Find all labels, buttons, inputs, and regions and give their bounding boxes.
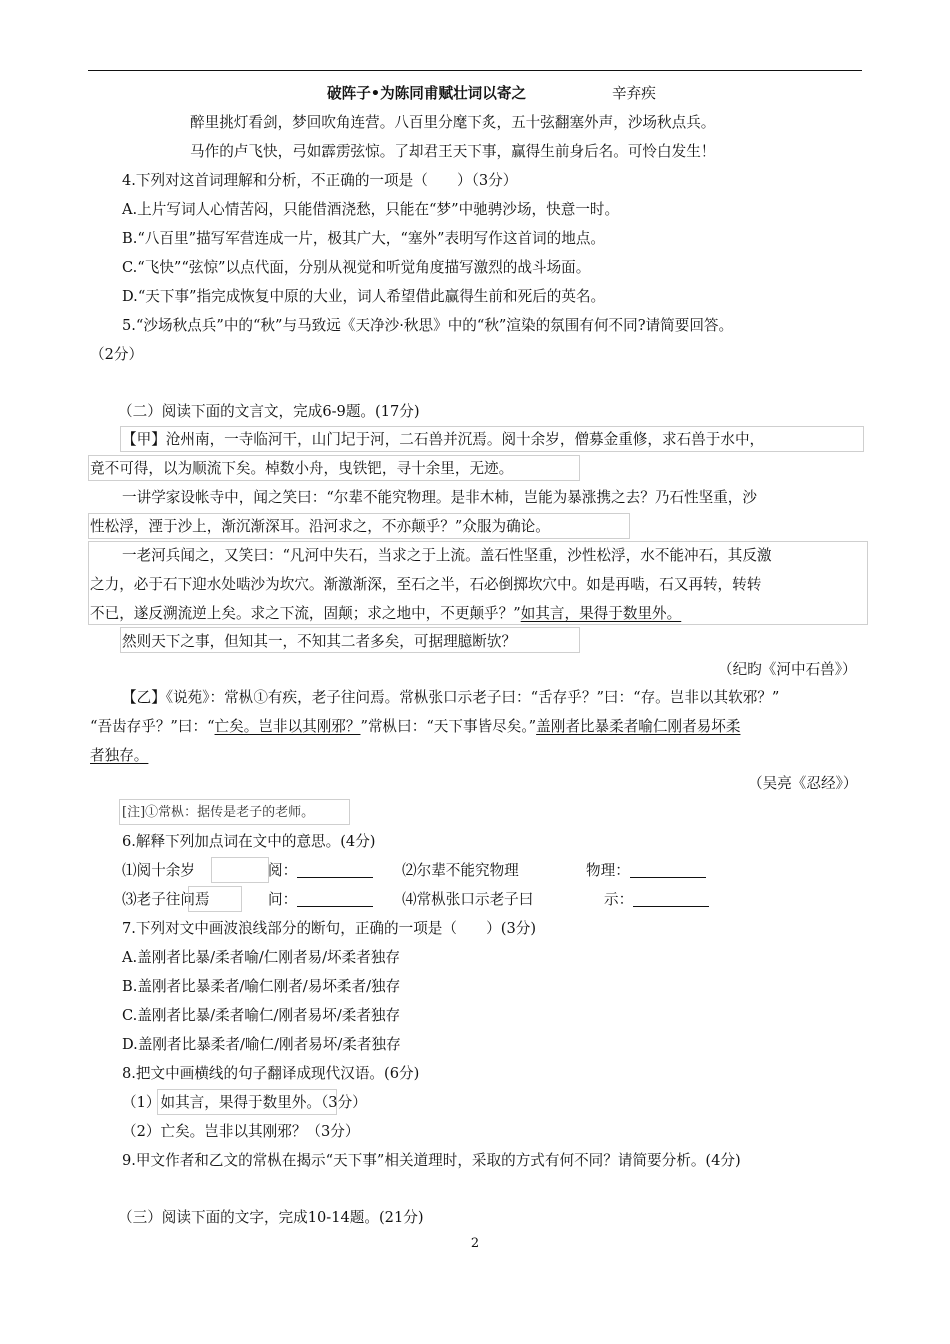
jia-paragraph-2-line-2: 性松浮，湮于沙上，渐沉渐深耳。沿河求之，不亦颠乎？”众服为确论。	[90, 518, 550, 535]
q7-option-b: B.盖刚者比暴柔者/喻仁刚者/易坏柔者/独存	[122, 978, 401, 995]
q8-item-2: （2）亡矣。岂非以其刚邪？（3分）	[122, 1123, 360, 1140]
q6-item-2: ⑵尔辈不能究物理	[402, 862, 519, 879]
q4-option-c: C.“飞快”“弦惊”以点代面，分别从视觉和听觉角度描写激烈的战斗场面。	[122, 259, 591, 276]
annotation-note: [注]①常枞：据传是老子的老师。	[122, 805, 315, 820]
q6-item-1-answer	[268, 861, 373, 881]
q7-option-d: D.盖刚者比暴柔者/喻仁/刚者易坏/柔者独存	[122, 1036, 401, 1053]
q4-option-d: D.“天下事”指完成恢复中原的大业，词人希望借此赢得生前和死后的英名。	[122, 288, 606, 305]
q7-stem: 7.下列对文中画波浪线部分的断句，正确的一项是（ ）(3分)	[122, 920, 537, 937]
section3-heading: （三）阅读下面的文字，完成10-14题。(21分)	[118, 1209, 424, 1226]
header-rule	[88, 70, 862, 71]
underlined-sentence-2: 亡矣。岂非以其刚邪？	[214, 718, 361, 735]
yi-line-2	[90, 717, 740, 737]
poem-title: 破阵子•为陈同甫赋壮词以寄之	[327, 85, 527, 102]
q6-item-3-blank[interactable]	[297, 892, 373, 907]
q4-option-b: B.“八百里”描写军营连成一片，极其广大，“塞外”表明写作这首词的地点。	[122, 230, 606, 247]
q6-item-4-blank[interactable]	[633, 892, 709, 907]
poem-line-1: 醉里挑灯看剑，梦回吹角连营。八百里分麾下炙，五十弦翻塞外声，沙场秋点兵。	[190, 114, 716, 131]
poem-line-2: 马作的卢飞快，弓如霹雳弦惊。了却君王天下事，赢得生前身后名。可怜白发生！	[190, 143, 716, 160]
q4-stem: 4.下列对这首词理解和分析，不正确的一项是（ ）（3分）	[122, 172, 518, 189]
q6-item-2-blank[interactable]	[630, 863, 706, 878]
q9-stem: 9.甲文作者和乙文的常枞在揭示“天下事”相关道理时，采取的方式有何不同？请简要分析。(4分)	[122, 1152, 741, 1169]
jia-paragraph-2-line-1: 一讲学家设帐寺中，闻之笑曰：“尔辈不能究物理。是非木杮，岂能为暴涨携之去？乃石性坚重，沙	[122, 489, 757, 506]
jia-paragraph-4: 然则天下之事，但知其一，不知其二者多矣，可据理臆断欤？	[122, 633, 517, 650]
q8-item-1: （1）如其言，果得于数里外。（3分）	[122, 1094, 367, 1111]
section2-heading: （二）阅读下面的文言文，完成6-9题。(17分)	[118, 403, 420, 420]
q6-item-1-key: 阅：	[268, 862, 298, 879]
q4-option-a: A.上片写词人心情苦闷，只能借酒浇愁，只能在“梦”中驰骋沙场，快意一时。	[122, 201, 620, 218]
jia-paragraph-1-line-1: 【甲】沧州南，一寺临河干，山门圮于河，二石兽并沉焉。阅十余岁，僧募金重修，求石兽于水中，	[122, 431, 765, 448]
page-number: 2	[470, 1236, 480, 1251]
q6-item-4-key: 示：	[604, 891, 634, 908]
yi-line-1: 【乙】《说苑》：常枞①有疾，老子往问焉。常枞张口示老子曰：“舌存乎？”曰：“存。岂非以其软邪？”	[122, 689, 780, 706]
jia-paragraph-3-line-3	[90, 604, 681, 624]
q6-item-1-blank[interactable]	[297, 863, 373, 878]
yi-line-3	[90, 746, 148, 766]
poem-author: 辛弃疾	[612, 85, 656, 102]
jia-paragraph-3-line-2: 之力，必于石下迎水处啮沙为坎穴。渐激渐深，至石之半，石必倒掷坎穴中。如是再啮，石又再转，转转	[90, 576, 762, 593]
q6-item-3: ⑶老子往问焉	[122, 891, 210, 908]
q5-stem: 5.“沙场秋点兵”中的“秋”与马致远《天净沙·秋思》中的“秋”渲染的氛围有何不同?请简要回答。	[122, 317, 734, 334]
q6-item-3-answer	[268, 890, 373, 910]
yi-line-2-text-a: “吾齿存乎？”曰：“	[90, 718, 215, 735]
wavy-line-passage: 盖刚者比暴柔者喻仁刚者易坏柔	[536, 718, 741, 735]
q8-stem: 8.把文中画横线的句子翻译成现代汉语。(6分)	[122, 1065, 420, 1082]
underlined-sentence-1: 如其言，果得于数里外。	[520, 605, 682, 622]
q6-item-2-answer	[586, 861, 706, 881]
q6-stem: 6.解释下列加点词在文中的意思。(4分)	[122, 833, 376, 850]
q5-points: （2分）	[90, 346, 144, 363]
jia-paragraph-3-line-1: 一老河兵闻之，又笑曰：“凡河中失石，当求之于上流。盖石性坚重，沙性松浮，水不能冲石，其反激	[122, 547, 772, 564]
q7-option-a: A.盖刚者比暴/柔者喻/仁刚者易/坏柔者独存	[122, 949, 401, 966]
yi-line-2-text-c: ”常枞曰：“天下事皆尽矣。”	[360, 718, 537, 735]
text-box	[211, 857, 269, 883]
jia-paragraph-3-line-3-text: 不已，遂反溯流逆上矣。求之下流，固颠；求之地中，不更颠乎？”	[90, 605, 521, 622]
wavy-line-passage-end: 者独存。	[90, 747, 149, 764]
q6-item-2-key: 物理：	[586, 862, 630, 879]
q6-item-3-key: 问：	[268, 891, 298, 908]
yi-source: （吴亮《忍经》）	[748, 775, 858, 792]
q6-item-1: ⑴阅十余岁	[122, 862, 195, 879]
q6-item-4: ⑷常枞张口示老子曰	[402, 891, 534, 908]
jia-source: （纪昀《河中石兽》）	[718, 661, 857, 678]
q7-option-c: C.盖刚者比暴/柔者喻仁/刚者易坏/柔者独存	[122, 1007, 401, 1024]
q6-item-4-answer	[604, 890, 709, 910]
jia-paragraph-1-line-2: 竟不可得，以为顺流下矣。棹数小舟，曳铁钯，寻十余里，无迹。	[90, 460, 514, 477]
